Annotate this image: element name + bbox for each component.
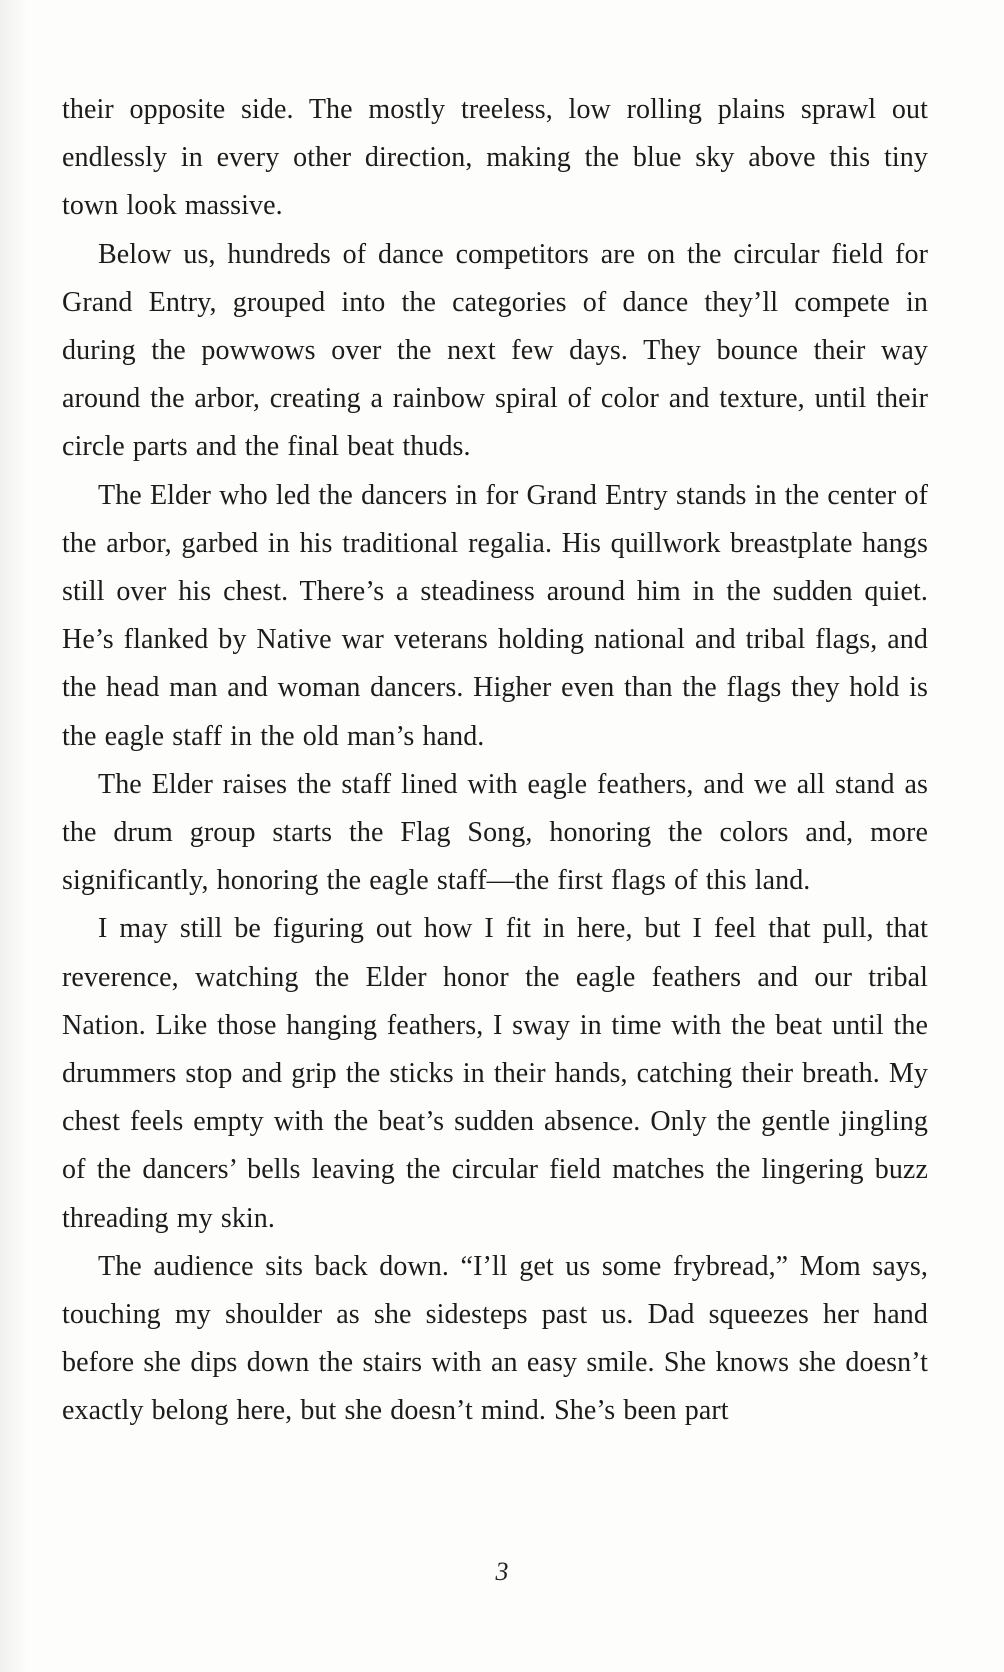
paragraph: The Elder raises the staff lined with eagle feathers, and we all stand as the drum group starts the Flag Song, honoring the colors and, more significantly, honoring the eagle staff—the first flags of this land. [62, 768, 928, 897]
paragraph: Below us, hundreds of dance competitors are on the circular field for Grand Entry, grouped into the categories of dance they’ll compete in during the powwows over the next few days. They bounce their way around the arbor, creating a rainbow spiral of color and texture, until their circle parts and the final beat thuds. [62, 238, 928, 463]
paragraph: their opposite side. The mostly treeless, low rolling plains sprawl out endlessly in every other direction, making the blue sky above this tiny town look massive. [62, 94, 928, 222]
page-number: 3 [495, 1557, 509, 1586]
paragraph: I may still be figuring out how I fit in here, but I feel that pull, that reverence, watching the Elder honor the eagle feathers and our tribal Nation. Like those hanging feathers, I sway in time with the beat until the drummers stop and grip the sticks in their hands, catching their breath. My chest feels empty with the beat’s sudden absence. Only the gentle jingling of the dancers’ bells leaving the circular field matches the lingering buzz threading my skin. [62, 913, 928, 1234]
paragraph: The Elder who led the dancers in for Grand Entry stands in the center of the arbor, garbed in his traditional regalia. His quillwork breastplate hangs still over his chest. There’s a steadiness around him in the sudden quiet. He’s flanked by Native war veterans holding national and tribal flags, and the head man and woman dancers. Higher even than the flags they hold is the eagle staff in the old man’s hand. [62, 479, 928, 752]
page-gutter-shadow [0, 0, 28, 1672]
body-text [62, 86, 928, 1436]
paragraph: The audience sits back down. “I’ll get us some frybread,” Mom says, touching my shoulder as she sidesteps past us. Dad squeezes her hand before she dips down the stairs with an easy smile. She knows she doesn’t exactly belong here, but she doesn’t mind. She’s been part [62, 1250, 928, 1427]
